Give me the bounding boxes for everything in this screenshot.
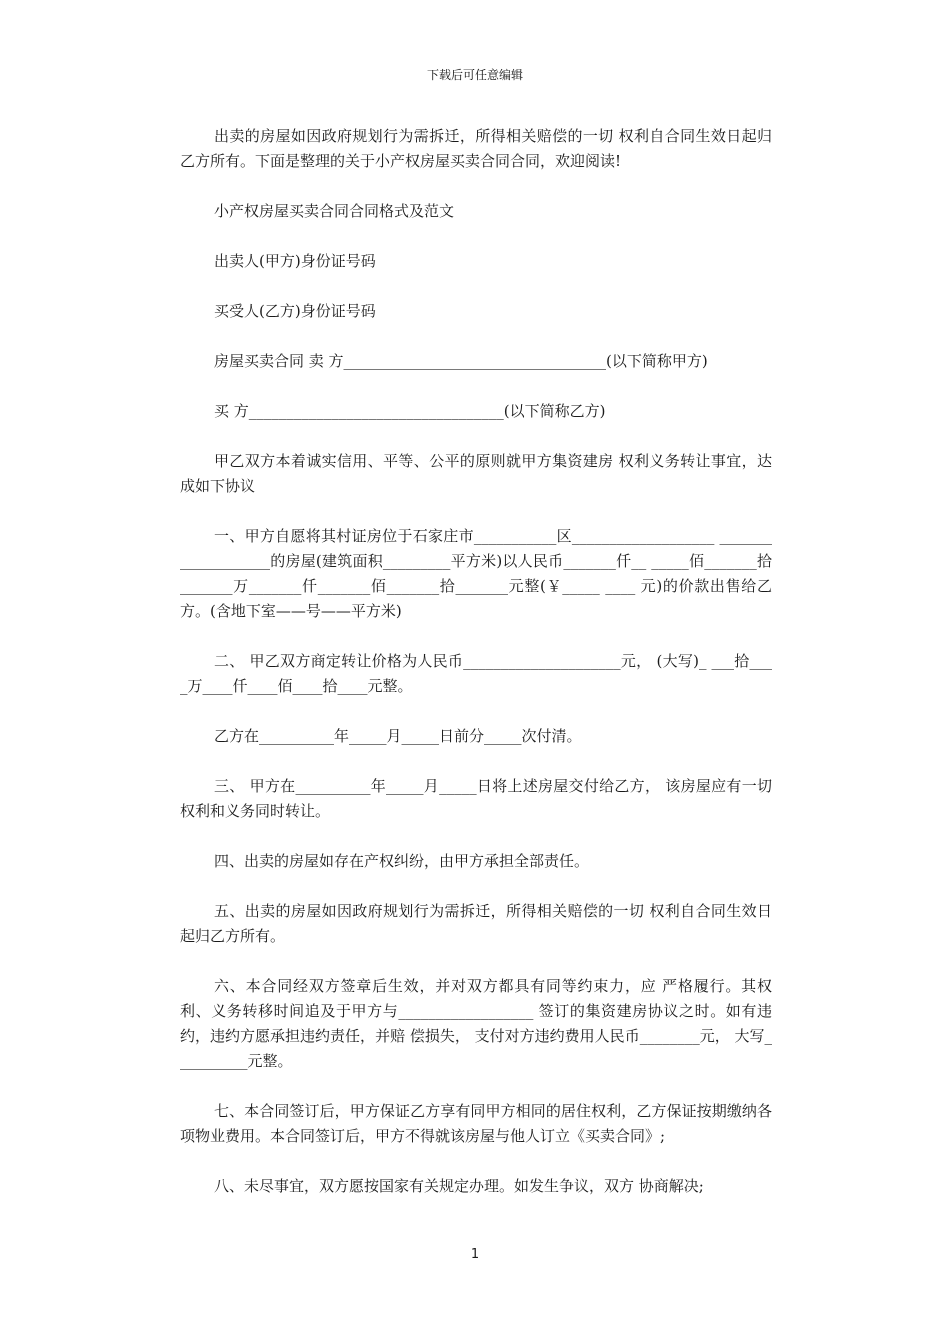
paragraph-clause-4: 四、出卖的房屋如存在产权纠纷，由甲方承担全部责任。 xyxy=(214,852,590,870)
paragraph-clause-1: 一、甲方自愿将其村证房位于石家庄市___________区___________________ ___________________的房屋(建筑面积_________平方米)以人民币_______仟__ _____佰_______拾_______万_______仟_______佰_______拾_______元整(￥_____ ____ 元)的价款出售给乙方。(含地下室——号——平方米) xyxy=(180,527,772,620)
paragraph-seller-line: 房屋买卖合同 卖 方___________________________________(以下简称甲方) xyxy=(214,352,708,370)
paragraph-clause-7: 七、本合同签订后，甲方保证乙方享有同甲方相同的居住权利，乙方保证按期缴纳各项物业费用。本合同签订后，甲方不得就该房屋与他人订立《买卖合同》; xyxy=(180,1102,772,1145)
paragraph-payment-date: 乙方在__________年_____月_____日前分_____次付清。 xyxy=(214,727,582,745)
paragraph-buyer-line: 买 方__________________________________(以下简称乙方) xyxy=(214,402,606,420)
paragraph-clause-8: 八、未尽事宜，双方愿按国家有关规定办理。如发生争议，双方 协商解决; xyxy=(214,1177,704,1195)
paragraph-title: 小产权房屋买卖合同合同格式及范文 xyxy=(214,202,455,220)
paragraph-clause-2: 二、 甲乙双方商定转让价格为人民币_____________________元， (大写)_ ___拾____万____仟____佰____拾____元整。 xyxy=(180,652,772,695)
paragraph-clause-6: 六、本合同经双方签章后生效，并对双方都具有同等约束力，应 严格履行。其权利、义务转移时间追及于甲方与__________________ 签订的集资建房协议之时。如有违约，违约方愿承担违约责任，并赔 偿损失， 支付对方违约费用人民币________元， 大写__________元整。 xyxy=(180,977,772,1070)
page-header: 下载后可任意编辑 xyxy=(426,68,523,82)
paragraph-seller-id: 出卖人(甲方)身份证号码 xyxy=(214,252,376,270)
page-number: 1 xyxy=(470,1247,480,1262)
paragraph-clause-3: 三、 甲方在__________年_____月_____日将上述房屋交付给乙方， 该房屋应有一切权利和义务同时转让。 xyxy=(180,777,772,820)
paragraph-intro: 出卖的房屋如因政府规划行为需拆迁，所得相关赔偿的一切 权利自合同生效日起归乙方所有。下面是整理的关于小产权房屋买卖合同合同，欢迎阅读! xyxy=(180,127,772,170)
paragraph-buyer-id: 买受人(乙方)身份证号码 xyxy=(214,302,376,320)
paragraph-agreement-preamble: 甲乙双方本着诚实信用、平等、公平的原则就甲方集资建房 权利义务转让事宜，达成如下协议 xyxy=(180,452,772,495)
document-body xyxy=(180,124,772,1224)
paragraph-clause-5: 五、出卖的房屋如因政府规划行为需拆迁，所得相关赔偿的一切 权利自合同生效日起归乙方所有。 xyxy=(180,902,772,945)
